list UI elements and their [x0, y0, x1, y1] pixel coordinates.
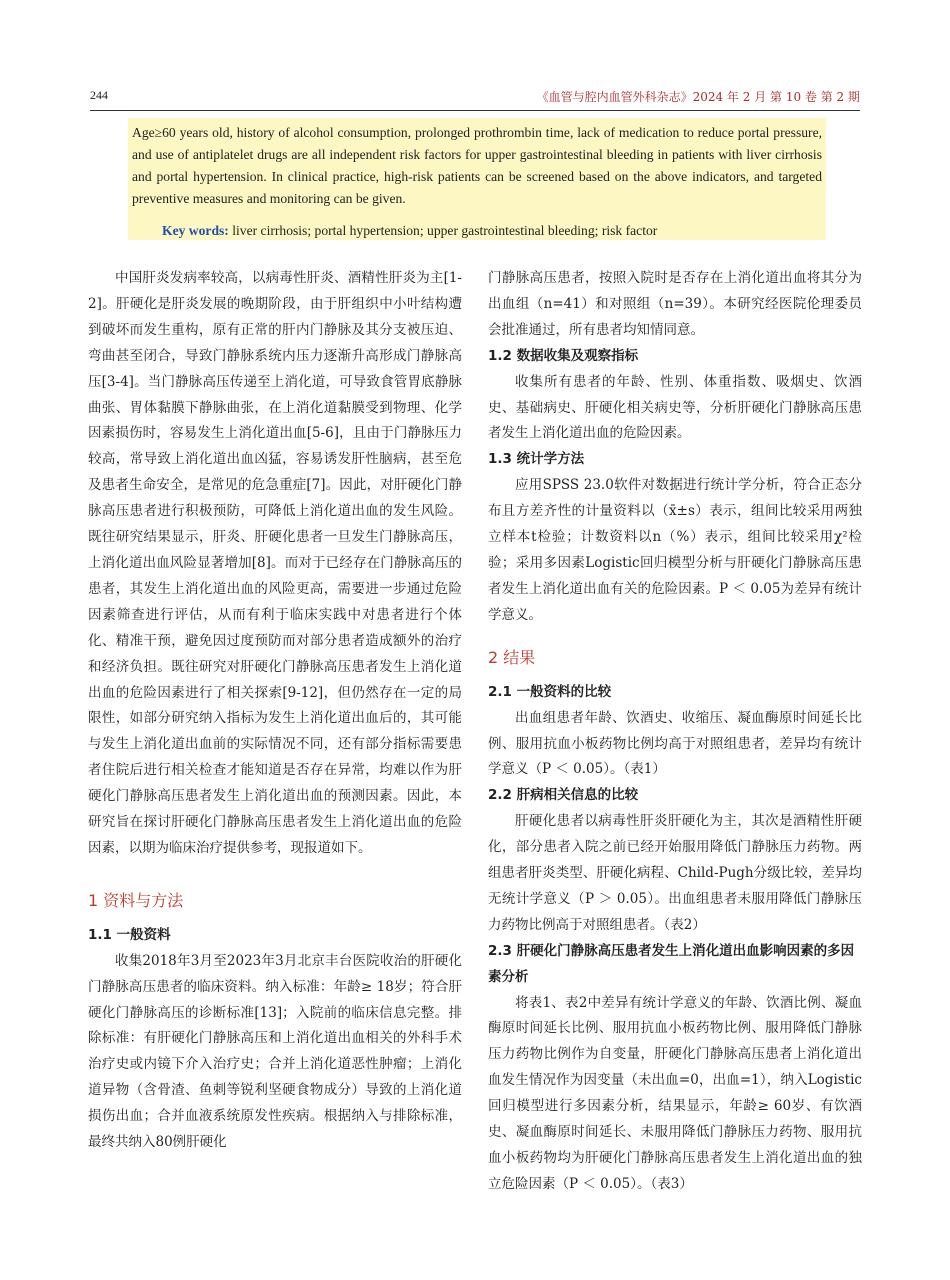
left-column: [88, 266, 462, 1156]
section-heading-results: 2 结果: [488, 647, 536, 667]
subheading-1-3: 1.3 统计学方法: [488, 451, 585, 468]
paragraph-1-1-continued: 门静脉高压患者，按照入院时是否存在上消化道出血将其分为出血组（n=41）和对照组（n=39）。本研究经医院伦理委员会批准通过，所有患者均知情同意。: [488, 270, 862, 338]
paragraph-2-3: 将表1、表2中差异有统计学意义的年龄、饮酒比例、凝血酶原时间延长比例、服用抗血小板药物比例、服用降低门静脉压力药物比例作为自变量，肝硬化门静脉高压患者上消化道出血发生情况作为因变量（未出血=0，出血=1），纳入Logistic回归模型进行多因素分析，结果显示，年龄≥ 60岁、有饮酒史、凝血酶原时间延长、未服用降低门静脉压力药物、服用抗血小板药物均为肝硬化门静脉高压患者发生上消化道出血的独立危险因素（P ＜ 0.05）。（表3）: [488, 994, 862, 1192]
paragraph-2-2: 肝硬化患者以病毒性肝炎肝硬化为主，其次是酒精性肝硬化，部分患者入院之前已经开始服用降低门静脉压力药物。两组患者肝炎类型、肝硬化病程、Child-Pugh分级比较，差异均无统计学意义（P ＞ 0.05）。出血组患者未服用降低门静脉压力药物比例高于对照组患者。（表2）: [488, 813, 862, 933]
subheading-1-1: 1.1 一般资料: [88, 926, 171, 943]
intro-paragraph: 中国肝炎发病率较高，以病毒性肝炎、酒精性肝炎为主[1-2]。肝硬化是肝炎发展的晚期阶段，由于肝组织中小叶结构遭到破坏而发生重构，原有正常的肝内门静脉及其分支被压迫、弯曲甚至闭合，导致门静脉系统内压力逐渐升高形成门静脉高压[3-4]。当门静脉高压传递至上消化道，可导致食管胃底静脉曲张、胃体黏膜下静脉曲张，在上消化道黏膜受到物理、化学因素损伤时，容易发生上消化道出血[5-6]，且由于门静脉压力较高，常导致上消化道出血凶猛，容易诱发肝性脑病，甚至危及患者生命安全，是常见的危急重症[7]。因此，对肝硬化门静脉高压患者进行积极预防，可降低上消化道出血的发生风险。既往研究结果显示，肝炎、肝硬化患者一旦发生门静脉高压，上消化道出血风险显著增加[8]。而对于已经存在门静脉高压的患者，其发生上消化道出血的风险更高，需要进一步通过危险因素筛查进行评估，从而有利于临床实践中对患者进行个体化、精准干预，避免因过度预防而对部分患者造成额外的治疗和经济负担。既往研究对肝硬化门静脉高压患者发生上消化道出血的危险因素进行了相关探索[9-12]，但仍然存在一定的局限性，如部分研究纳入指标为发生上消化道出血后的，其可能与发生上消化道出血前的实际情况不同，还有部分指标需要患者住院后进行相关检查才能知道是否存在异常，均难以作为肝硬化门静脉高压患者发生上消化道出血的预测因素。因此，本研究旨在探讨肝硬化门静脉高压患者发生上消化道出血的危险因素，以期为临床治疗提供参考，现报道如下。: [88, 270, 462, 856]
paragraph-1-1: 收集2018年3月至2023年3月北京丰台医院收治的肝硬化门静脉高压患者的临床资料。纳入标准：年龄≥ 18岁；符合肝硬化门静脉高压的诊断标准[13]；入院前的临床信息完整。排除标准：有肝硬化门静脉高压和上消化道出血相关的外科手术治疗史或内镜下介入治疗史；合并上消化道恶性肿瘤；上消化道异物（含骨渣、鱼刺等锐利坚硬食物成分）导致的上消化道损伤出血；合并血液系统原发性疾病。根据纳入与排除标准，最终共纳入80例肝硬化: [88, 952, 462, 1151]
subheading-2-3: 2.3 肝硬化门静脉高压患者发生上消化道出血影响因素的多因素分析: [488, 942, 855, 985]
keywords-line: [128, 220, 826, 242]
journal-citation: 《血管与腔内血管外科杂志》2024 年 2 月 第 10 卷 第 2 期: [536, 90, 860, 104]
page-number: 244: [90, 88, 108, 102]
subheading-2-2: 2.2 肝病相关信息的比较: [488, 787, 639, 804]
abstract-box: [128, 118, 826, 240]
subheading-2-1: 2.1 一般资料的比较: [488, 683, 612, 700]
subheading-1-2: 1.2 数据收集及观察指标: [488, 347, 639, 364]
keywords-label: Key words:: [162, 223, 229, 238]
right-column: [488, 266, 862, 1198]
paragraph-2-1: 出血组患者年龄、饮酒史、收缩压、凝血酶原时间延长比例、服用抗血小板药物比例均高于对照组患者，差异均有统计学意义（P ＜ 0.05）。（表1）: [488, 709, 862, 778]
abstract-text: Age≥60 years old, history of alcohol consumption, prolonged prothrombin time, lack of medication to reduce portal pressure, and use of antiplatelet drugs are all independent risk factors for upper gastrointestinal bleeding in patients with liver cirrhosis and portal hypertension. In clinical practice, high-risk patients can be screened based on the above indicators, and targeted preventive measures and monitoring can be given.: [132, 125, 822, 206]
header-rule: [90, 110, 860, 111]
keywords-text: liver cirrhosis; portal hypertension; upper gastrointestinal bleeding; risk factor: [228, 223, 658, 238]
paragraph-1-2: 收集所有患者的年龄、性别、体重指数、吸烟史、饮酒史、基础病史、肝硬化相关病史等，分析肝硬化门静脉高压患者发生上消化道出血的危险因素。: [488, 373, 862, 442]
page-header: [90, 88, 860, 110]
section-heading-methods: 1 资料与方法: [88, 890, 184, 910]
paragraph-1-3: 应用SPSS 23.0软件对数据进行统计学分析，符合正态分布且方差齐性的计量资料以（x̄±s）表示，组间比较采用两独立样本t检验；计数资料以n（%）表示，组间比较采用χ²检验；采用多因素Logistic回归模型分析与肝硬化门静脉高压患者发生上消化道出血有关的危险因素。P ＜ 0.05为差异有统计学意义。: [488, 477, 862, 623]
